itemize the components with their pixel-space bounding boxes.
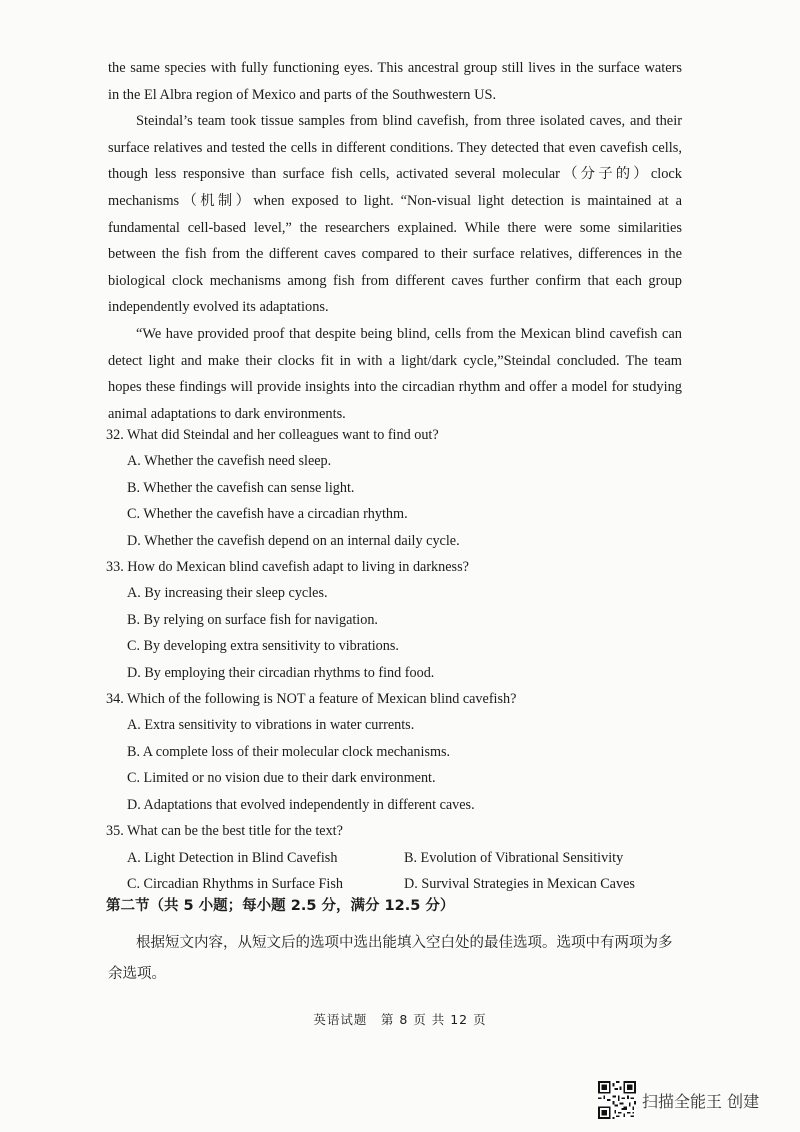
answer-option: B. By relying on surface fish for navigation. [127,611,378,628]
passage-line: the same species with fully functioning eyes. This ancestral group still lives in the surface waters [108,60,682,76]
passage [108,55,682,427]
passage-paragraph-3: “We have provided proof that despite being blind, cells from the Mexican blind cavefish can detect light and make their clocks fit in with a light/dark cycle,”Steindal concluded. The team hopes these findings will provide insights into the circadian rhythm and offer a model for studying animal adaptations to dark environments. [108,325,682,422]
section-instructions: 根据短文内容，从短文后的选项中选出能填入空白处的最佳选项。选项中有两项为多余选项。 [108,935,673,982]
question-stem: 34. Which of the following is NOT a feature of Mexican blind cavefish? [106,691,517,708]
answer-option: D. Survival Strategies in Mexican Caves [404,875,635,892]
answer-option: B. Whether the cavefish can sense light. [127,479,355,496]
page-footer: 英语试题 第 8 页 共 12 页 [313,1012,487,1027]
scanner-watermark [598,1081,759,1119]
passage-paragraph-2: Steindal’s team took tissue samples from blind cavefish, from three isolated caves, and their surface relatives and tested the cells in different conditions. They detected that even cavefish cells, though less responsive than surface fish cells, activated several molecular（分子的）clock mechanisms（机制）when exposed to light. “Non-visual light detection is maintained at a fundamental cell-based level,” the researchers explained. While there were some similarities between the fish from the different caves compared to their surface relatives, differences in the biological clock mechanisms among fish from different caves further confirm that each group independently evolved its adaptations. [108,113,682,316]
answer-option: C. Limited or no vision due to their dark environment. [127,770,436,787]
answer-option: A. Light Detection in Blind Cavefish [127,849,338,866]
question-35 [106,818,686,897]
watermark-text: 扫描全能王 创建 [642,1091,760,1111]
answer-option: C. By developing extra sensitivity to vibrations. [127,638,399,655]
question-34 [106,686,686,818]
answer-option: D. By employing their circadian rhythms to find food. [127,664,435,681]
answer-option: A. By increasing their sleep cycles. [127,585,328,602]
question-stem: 35. What can be the best title for the text? [106,823,343,840]
section-heading: 第二节（共 5 小题；每小题 2.5 分，满分 12.5 分） [106,898,455,914]
question-32 [106,422,686,554]
answer-option: C. Circadian Rhythms in Surface Fish [127,875,343,892]
answer-option: A. Whether the cavefish need sleep. [127,453,332,470]
answer-option: C. Whether the cavefish have a circadian rhythm. [127,506,408,523]
passage-line: in the El Albra region of Mexico and parts of the Southwestern US. [108,86,497,103]
answer-option: B. A complete loss of their molecular clock mechanisms. [127,743,451,760]
question-stem: 33. How do Mexican blind cavefish adapt to living in darkness? [106,559,469,576]
qr-code-icon [598,1081,636,1119]
answer-option-grid [106,845,686,898]
question-33 [106,554,686,686]
answer-option: D. Adaptations that evolved independently in different caves. [127,796,475,813]
answer-option: B. Evolution of Vibrational Sensitivity [404,849,624,866]
answer-option: A. Extra sensitivity to vibrations in water currents. [127,717,415,734]
question-stem: 32. What did Steindal and her colleagues want to find out? [106,427,439,443]
answer-option: D. Whether the cavefish depend on an internal daily cycle. [127,532,460,549]
question-list [106,422,686,897]
